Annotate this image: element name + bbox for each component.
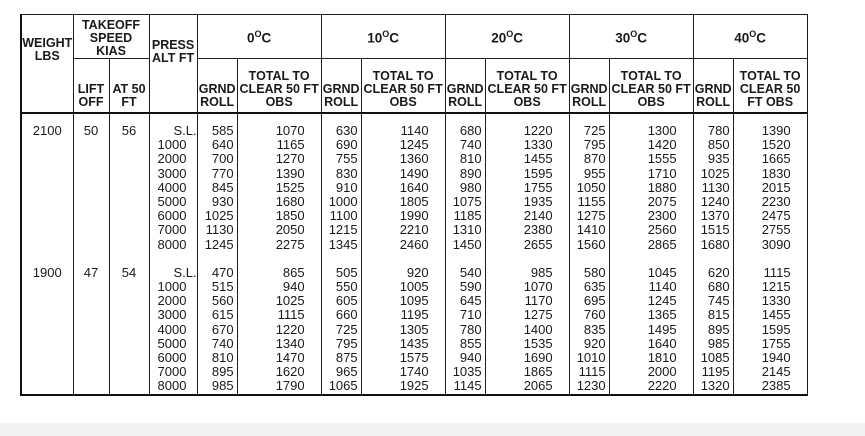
table-cell: 1245 <box>399 137 429 153</box>
table-cell: 1805 <box>399 193 429 209</box>
table-cell: 1880 <box>647 179 677 195</box>
table-cell: 1270 <box>275 151 305 167</box>
table-cell: 890 <box>459 165 482 181</box>
table-cell: 7000 <box>157 222 187 238</box>
table-cell: 1990 <box>399 208 429 224</box>
table-body-row <box>21 113 807 395</box>
table-cell: 1045 <box>647 264 677 280</box>
table-cell: 1220 <box>523 123 553 138</box>
table-cell: 2140 <box>523 208 553 224</box>
table-cell: 1470 <box>275 350 305 365</box>
table-cell: 1410 <box>576 222 606 238</box>
table-cell: 1130 <box>701 179 730 195</box>
total-clear-header: TOTAL TO CLEAR 50 FT OBS <box>485 59 569 114</box>
table-cell: 745 <box>707 293 730 309</box>
table-cell: 1640 <box>399 179 429 195</box>
table-cell: 1360 <box>399 151 429 167</box>
total-clear-column-40 <box>733 113 807 395</box>
table-cell: 7000 <box>157 364 187 380</box>
grnd-roll-column-20 <box>445 113 485 395</box>
press-alt-column <box>149 113 197 395</box>
temp-header-30: $30^OC$ <box>569 15 693 59</box>
table-cell: 1035 <box>452 364 482 380</box>
table-cell: 690 <box>335 137 358 153</box>
table-cell: 2275 <box>275 236 305 252</box>
table-cell: 2210 <box>399 222 429 238</box>
grnd-roll-column-10 <box>321 113 361 395</box>
table-cell: 5000 <box>157 335 187 351</box>
total-clear-header: TOTAL TO CLEAR 50 FT OBS <box>361 59 445 114</box>
table-cell: 2655 <box>523 236 553 252</box>
table-cell: 1330 <box>761 293 791 309</box>
table-cell: 1560 <box>576 236 606 252</box>
table-cell: 580 <box>583 264 606 280</box>
table-cell: 1195 <box>701 364 730 380</box>
table-cell: 1435 <box>399 335 429 351</box>
table-cell: 1680 <box>275 193 305 209</box>
table-cell: 1115 <box>763 264 791 280</box>
table-cell: 1025 <box>275 293 305 309</box>
table-cell: 1310 <box>452 222 482 238</box>
temp-header-10: $10^OC$ <box>321 15 445 59</box>
table-cell: 1115 <box>277 307 305 323</box>
table-cell: 505 <box>335 264 358 280</box>
grnd-roll-header: GRND ROLL <box>321 59 361 114</box>
table-cell: 6000 <box>157 208 187 224</box>
at-50-ft-column <box>109 113 149 395</box>
table-cell: 3000 <box>157 165 187 181</box>
table-cell: 680 <box>459 123 482 138</box>
table-cell: 855 <box>459 335 482 351</box>
table-cell: 1365 <box>647 307 677 323</box>
table-cell: 1755 <box>761 335 791 351</box>
total-clear-header: TOTAL TO CLEAR 50 FT OBS <box>609 59 693 114</box>
table-cell: 1000 <box>157 279 187 295</box>
table-cell: 585 <box>211 123 234 138</box>
weight-value: 1900 <box>32 264 62 280</box>
table-cell: 1535 <box>523 335 553 351</box>
table-cell: 1555 <box>647 151 677 167</box>
table-cell: 1000 <box>328 193 358 209</box>
table-cell: 1390 <box>275 165 305 181</box>
table-cell: 1935 <box>523 193 553 209</box>
takeoff-speed-label: TAKEOFF SPEED KIAS <box>81 18 141 58</box>
table-cell: 1240 <box>700 193 730 209</box>
grnd-roll-header: GRND ROLL <box>569 59 609 114</box>
table-cell: 1140 <box>648 279 677 295</box>
table-cell: 560 <box>211 293 234 309</box>
lift-off-value: 47 <box>83 264 99 280</box>
press-alt-header <box>149 15 197 114</box>
table-cell: 965 <box>335 364 358 380</box>
table-cell: 1455 <box>761 307 791 323</box>
scan-margin <box>0 423 865 436</box>
press-alt-label: PRESS ALT FT <box>151 38 195 65</box>
table-cell: 550 <box>335 279 358 295</box>
table-cell: 1145 <box>453 378 482 394</box>
table-cell: 2475 <box>761 208 791 224</box>
table-cell: 1070 <box>275 123 305 138</box>
table-cell: 630 <box>335 123 358 138</box>
total-clear-header: TOTAL TO CLEAR 50 FT OBS <box>237 59 321 114</box>
table-cell: 1000 <box>157 137 187 153</box>
table-cell: 1115 <box>578 364 606 380</box>
table-cell: 955 <box>583 165 606 181</box>
table-cell: 795 <box>335 335 358 351</box>
table-cell: 2000 <box>157 151 187 167</box>
table-cell: 1215 <box>761 279 791 295</box>
table-cell: 1170 <box>524 293 553 309</box>
table-cell: 755 <box>335 151 358 167</box>
temp-header-40: $40^OC$ <box>693 15 807 59</box>
takeoff-distance-table <box>20 14 808 396</box>
table-cell: 930 <box>211 193 234 209</box>
table-cell: 645 <box>459 293 482 309</box>
table-cell: 2460 <box>399 236 429 252</box>
table-cell: 1155 <box>577 193 606 209</box>
table-cell: 1340 <box>275 335 305 351</box>
table-cell: 1420 <box>647 137 677 153</box>
table-cell: 1520 <box>761 137 791 153</box>
table-cell: 1330 <box>523 137 553 153</box>
table-cell: 2000 <box>647 364 677 380</box>
grnd-roll-column-0 <box>197 113 237 395</box>
table-cell: 670 <box>211 321 234 337</box>
table-cell: 830 <box>335 165 358 181</box>
table-cell: 1490 <box>399 165 429 181</box>
table-cell: 910 <box>335 179 358 195</box>
grnd-roll-header: GRND ROLL <box>693 59 733 114</box>
takeoff-speed-header <box>73 15 149 59</box>
table-cell: 1680 <box>700 236 730 252</box>
table-cell: 1755 <box>523 179 553 195</box>
table-cell: 6000 <box>157 350 187 365</box>
table-cell: 700 <box>211 151 234 167</box>
table-cell: 2755 <box>761 222 791 238</box>
table-cell: S.L. <box>173 123 197 138</box>
table-cell: 2065 <box>523 378 553 394</box>
table-cell: 780 <box>707 123 730 138</box>
table-cell: 1370 <box>700 208 730 224</box>
table-cell: 2000 <box>157 293 187 309</box>
table-cell: 2300 <box>647 208 677 224</box>
table-cell: 1215 <box>328 222 358 238</box>
table-cell: 2865 <box>647 236 677 252</box>
table-cell: 695 <box>583 293 606 309</box>
table-cell: 1005 <box>399 279 429 295</box>
table-cell: 710 <box>459 307 482 323</box>
table-cell: 1665 <box>761 151 791 167</box>
total-clear-column-10 <box>361 113 445 395</box>
table-cell: 1220 <box>275 321 305 337</box>
table-cell: 725 <box>335 321 358 337</box>
weight-column <box>21 113 73 395</box>
table-cell: 1140 <box>400 123 429 138</box>
table-cell: 3090 <box>761 236 791 252</box>
at-50-ft-value: 56 <box>121 123 137 138</box>
table-cell: 615 <box>211 307 234 323</box>
table-cell: 1495 <box>647 321 677 337</box>
grnd-roll-header: GRND ROLL <box>197 59 237 114</box>
table-cell: 770 <box>211 165 234 181</box>
table-cell: 620 <box>707 264 730 280</box>
table-cell: 640 <box>211 137 234 153</box>
table-cell: 740 <box>211 335 234 351</box>
table-cell: 1085 <box>700 350 730 365</box>
table-cell: 1690 <box>523 350 553 365</box>
weight-header-label: WEIGHT LBS <box>22 36 73 63</box>
table-cell: 1070 <box>523 279 553 295</box>
table-cell: 1595 <box>761 321 791 337</box>
table-cell: 1230 <box>576 378 606 394</box>
table-cell: 635 <box>583 279 606 295</box>
table-cell: 895 <box>211 364 234 380</box>
table-cell: 2560 <box>647 222 677 238</box>
table-cell: 1345 <box>328 236 358 252</box>
table-cell: 985 <box>707 335 730 351</box>
table-cell: 1050 <box>576 179 606 195</box>
table-cell: 1620 <box>275 364 305 380</box>
table-cell: 1940 <box>761 350 791 365</box>
table-cell: 1075 <box>452 193 482 209</box>
table-cell: 940 <box>282 279 305 295</box>
table-cell: 1165 <box>276 137 305 153</box>
total-clear-column-20 <box>485 113 569 395</box>
table-cell: 8000 <box>157 378 187 394</box>
table-cell: 810 <box>459 151 482 167</box>
table-cell: 1100 <box>329 208 358 224</box>
table-cell: 515 <box>211 279 234 295</box>
table-cell: 4000 <box>157 179 187 195</box>
table-cell: 1095 <box>399 293 429 309</box>
table-cell: 815 <box>707 307 730 323</box>
table-cell: 725 <box>583 123 606 138</box>
table-cell: 680 <box>707 279 730 295</box>
table-cell: 8000 <box>157 236 187 252</box>
table-cell: 1525 <box>275 179 305 195</box>
table-cell: 985 <box>530 264 553 280</box>
table-cell: 895 <box>707 321 730 337</box>
table-cell: 795 <box>583 137 606 153</box>
table-cell: 780 <box>459 321 482 337</box>
table-cell: 1275 <box>576 208 606 224</box>
table-cell: 865 <box>282 264 305 280</box>
table-cell: 2075 <box>647 193 677 209</box>
weight-header <box>21 15 73 114</box>
table-cell: 1195 <box>400 307 429 323</box>
table-cell: 2145 <box>761 364 791 380</box>
table-cell: 1245 <box>647 293 677 309</box>
table-cell: 3000 <box>157 307 187 323</box>
table-cell: 1575 <box>399 350 429 365</box>
table-cell: 920 <box>583 335 606 351</box>
temp-header-20: $20^OC$ <box>445 15 569 59</box>
table-cell: 1275 <box>523 307 553 323</box>
total-clear-column-30 <box>609 113 693 395</box>
table-cell: 605 <box>335 293 358 309</box>
total-clear-column-0 <box>237 113 321 395</box>
table-cell: 2385 <box>761 378 791 394</box>
total-clear-header: TOTAL TO CLEAR 50 FT OBS <box>733 59 807 114</box>
table-cell: 810 <box>211 350 234 365</box>
at-50-ft-value: 54 <box>121 264 137 280</box>
grnd-roll-column-40 <box>693 113 733 395</box>
table-cell: 980 <box>459 179 482 195</box>
table-cell: 940 <box>459 350 482 365</box>
table-cell: 1305 <box>399 321 429 337</box>
table-cell: 875 <box>335 350 358 365</box>
table-cell: 1865 <box>523 364 553 380</box>
lift-off-column <box>73 113 109 395</box>
table-cell: 540 <box>459 264 482 280</box>
table-cell: 470 <box>211 264 234 280</box>
table-cell: 850 <box>707 137 730 153</box>
table-cell: 1790 <box>275 378 305 394</box>
table-cell: 1810 <box>647 350 677 365</box>
table-cell: 835 <box>583 321 606 337</box>
table-cell: 1640 <box>647 335 677 351</box>
table-cell: 2230 <box>761 193 791 209</box>
lift-off-header: LIFT OFF <box>73 59 109 114</box>
table-cell: 1740 <box>399 364 429 380</box>
table-cell: 2050 <box>275 222 305 238</box>
table-cell: 920 <box>406 264 429 280</box>
table-cell: 740 <box>459 137 482 153</box>
table-cell: 1595 <box>523 165 553 181</box>
lift-off-value: 50 <box>83 123 99 138</box>
table-cell: 1925 <box>399 378 429 394</box>
table-cell: 1850 <box>275 208 305 224</box>
table-cell: 590 <box>459 279 482 295</box>
table-cell: 2220 <box>647 378 677 394</box>
at-50-ft-header: AT 50 FT <box>109 59 149 114</box>
table-cell: 1300 <box>647 123 677 138</box>
table-cell: 1455 <box>523 151 553 167</box>
table-cell: 845 <box>211 179 234 195</box>
table-cell: 985 <box>211 378 234 394</box>
temp-header-0: $0^OC$ <box>197 15 321 59</box>
table-cell: 1400 <box>523 321 553 337</box>
table-cell: 1830 <box>761 165 791 181</box>
table-cell: 1130 <box>205 222 234 238</box>
table-cell: 1010 <box>576 350 606 365</box>
grnd-roll-header: GRND ROLL <box>445 59 485 114</box>
table-cell: 935 <box>707 151 730 167</box>
grnd-roll-column-30 <box>569 113 609 395</box>
table-cell: 5000 <box>157 193 187 209</box>
table-cell: 760 <box>583 307 606 323</box>
table-cell: 1515 <box>700 222 730 238</box>
table-cell: 2015 <box>761 179 791 195</box>
table-cell: 1025 <box>700 165 730 181</box>
table-cell: 1710 <box>647 165 677 181</box>
table-cell: 1390 <box>761 123 791 138</box>
table-cell: 1065 <box>328 378 358 394</box>
table-cell: 1320 <box>700 378 730 394</box>
table-cell: S.L. <box>173 264 197 280</box>
table-cell: 1450 <box>452 236 482 252</box>
table-cell: 1025 <box>204 208 234 224</box>
table-cell: 4000 <box>157 321 187 337</box>
table-cell: 660 <box>335 307 358 323</box>
table-cell: 1185 <box>453 208 482 224</box>
table-cell: 1245 <box>204 236 234 252</box>
table-cell: 870 <box>583 151 606 167</box>
weight-value: 2100 <box>32 123 62 138</box>
table-cell: 2380 <box>523 222 553 238</box>
